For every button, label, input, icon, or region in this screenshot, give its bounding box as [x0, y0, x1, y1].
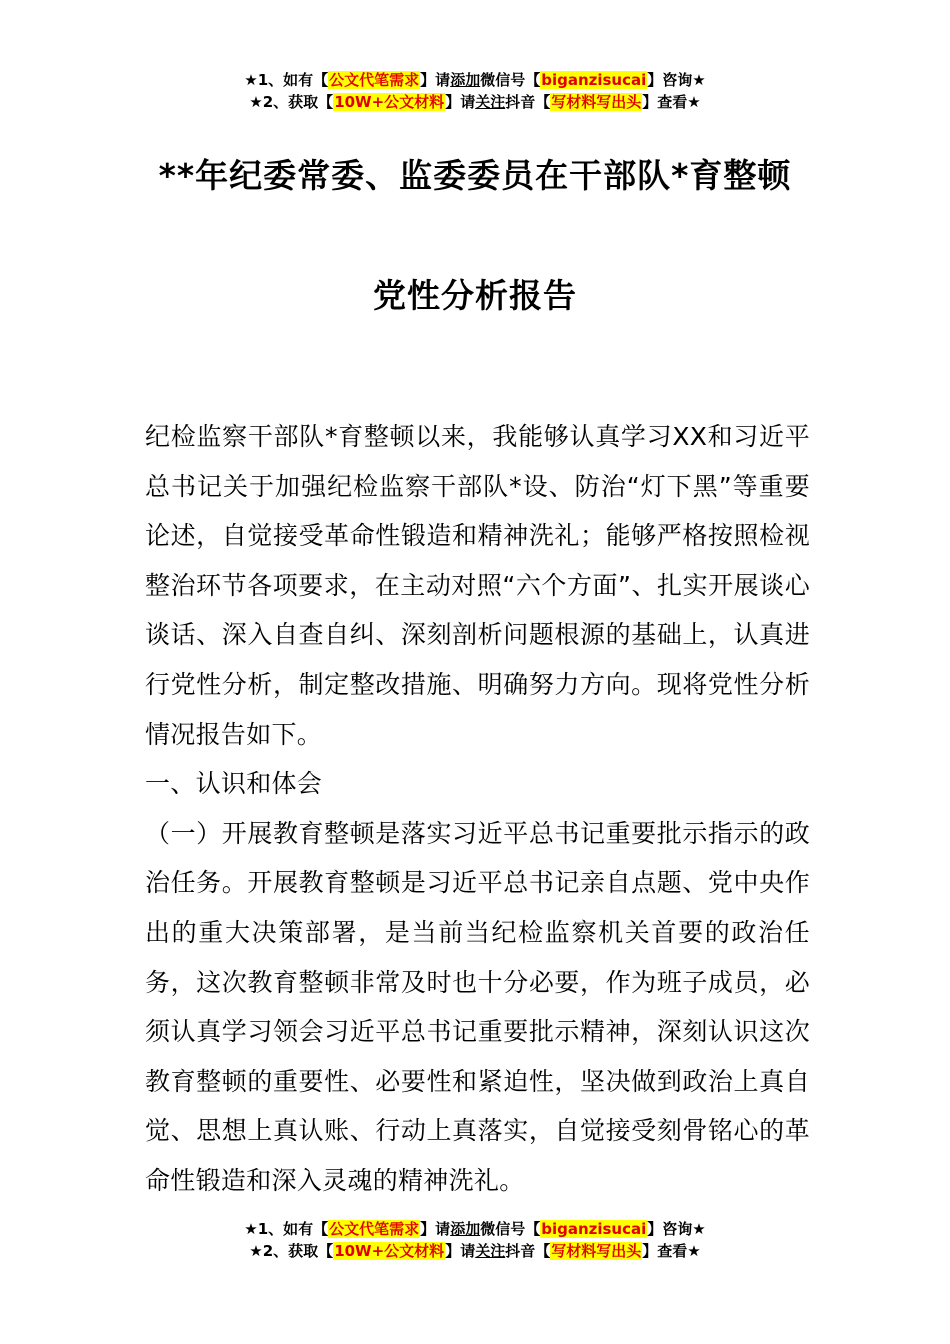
- highlight-text: 公文代笔需求: [329, 1220, 420, 1238]
- banner-text: 微信号【: [480, 71, 541, 89]
- highlight-text: 公文代笔需求: [329, 71, 420, 89]
- highlight-text: 10W+公文材料: [334, 93, 445, 111]
- banner-text: 】请: [445, 93, 476, 111]
- highlight-text: 10W+公文材料: [334, 1242, 445, 1260]
- banner-line-2: [0, 1240, 950, 1262]
- banner-text: 】咨询★: [647, 71, 706, 89]
- wechat-id-highlight: biganzisucai: [541, 71, 647, 89]
- header-banner: [0, 69, 950, 113]
- footer-banner: [0, 1218, 950, 1262]
- banner-text: 抖音【: [505, 1242, 551, 1260]
- banner-text: ★2、获取【: [249, 93, 334, 111]
- banner-text: 】请: [420, 1220, 451, 1238]
- document-title-line-1: **年纪委常委、监委委员在干部队*育整顿: [158, 156, 792, 195]
- banner-text: 】请: [420, 71, 451, 89]
- banner-text: 】咨询★: [647, 1220, 706, 1238]
- section-heading: 一、认识和体会: [145, 769, 323, 799]
- banner-text: ★1、如有【: [244, 1220, 329, 1238]
- banner-line-2: [0, 91, 950, 113]
- document-title-line-2: 党性分析报告: [373, 276, 577, 315]
- intro-paragraph: 纪检监察干部队*育整顿以来，我能够认真学习XX和习近平总书记关于加强纪检监察干部队*设、防治“灯下黑”等重要论述，自觉接受革命性锻造和精神洗礼；能够严格按照检视整治环节各项要求，在主动对照“六个方面”、扎实开展谈心谈话、深入自查自纠、深刻剖析问题根源的基础上，认真进行党性分析，制定整改措施、明确努力方向。现将党性分析情况报告如下。: [145, 422, 810, 749]
- underlined-text: 关注: [475, 93, 506, 111]
- douyin-id-highlight: 写材料写出头: [551, 1242, 642, 1260]
- banner-line-1: [0, 69, 950, 91]
- document-body: [145, 412, 810, 1206]
- wechat-id-highlight: biganzisucai: [541, 1220, 647, 1238]
- underlined-text: 添加: [450, 1220, 481, 1238]
- underlined-text: 添加: [450, 71, 481, 89]
- subsection-paragraph: （一）开展教育整顿是落实习近平总书记重要批示指示的政治任务。开展教育整顿是习近平总书记亲自点题、党中央作出的重大决策部署，是当前当纪检监察机关首要的政治任务，这次教育整顿非常及时也十分必要，作为班子成员，必须认真学习领会习近平总书记重要批示精神，深刻认识这次教育整顿的重要性、必要性和紧迫性，坚决做到政治上真自觉、思想上真认账、行动上真落实，自觉接受刻骨铭心的革命性锻造和深入灵魂的精神洗礼。: [145, 818, 810, 1195]
- banner-text: 】查看★: [642, 93, 701, 111]
- banner-text: ★1、如有【: [244, 71, 329, 89]
- banner-text: ★2、获取【: [249, 1242, 334, 1260]
- banner-text: 】请: [445, 1242, 476, 1260]
- underlined-text: 关注: [475, 1242, 506, 1260]
- douyin-id-highlight: 写材料写出头: [551, 93, 642, 111]
- banner-text: 】查看★: [642, 1242, 701, 1260]
- banner-line-1: [0, 1218, 950, 1240]
- banner-text: 抖音【: [505, 93, 551, 111]
- banner-text: 微信号【: [480, 1220, 541, 1238]
